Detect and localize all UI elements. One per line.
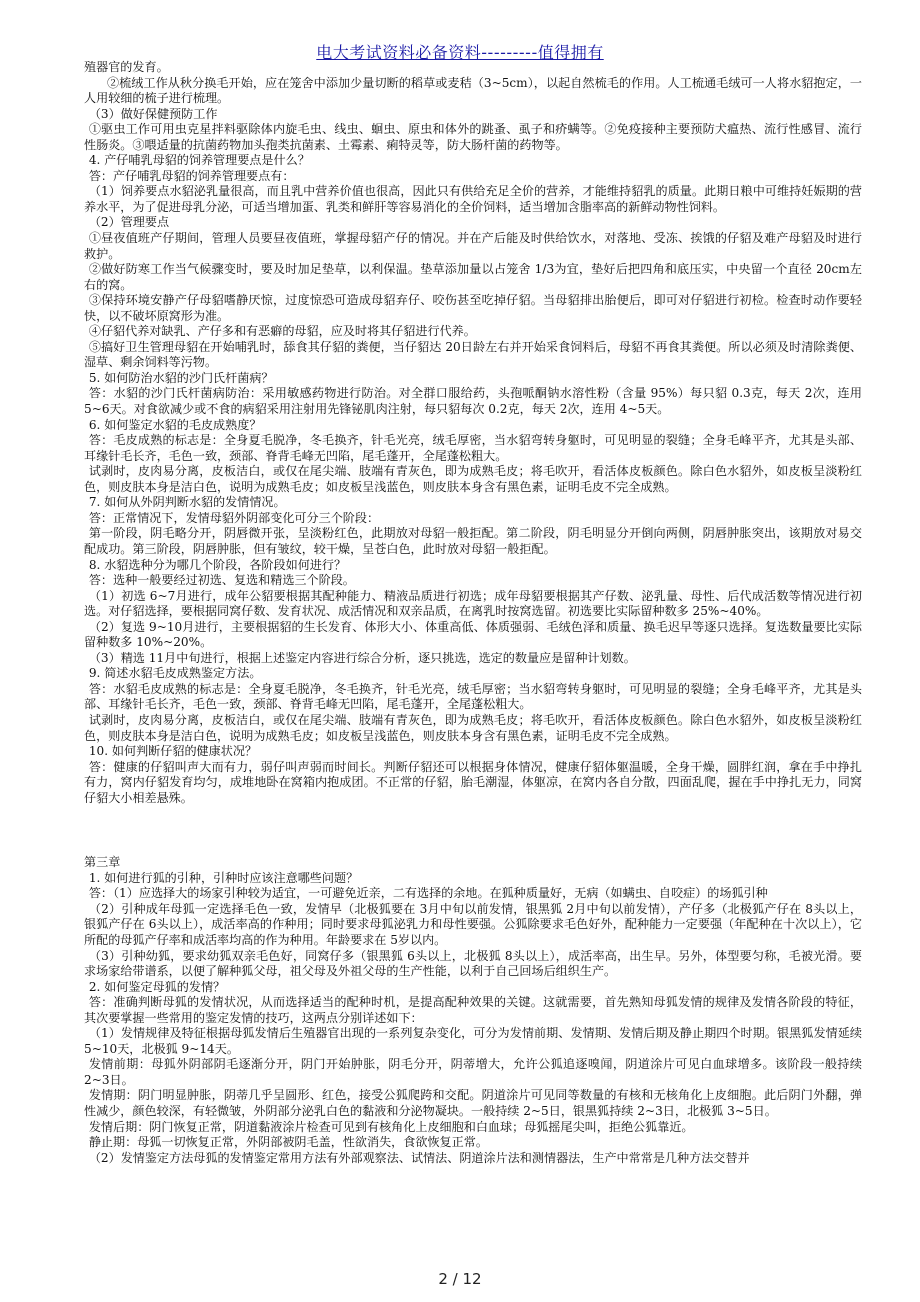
paragraph: 答：准确判断母狐的发情状况，从而选择适当的配种时机，是提高配种效果的关键。这就需要，首先熟知母狐发情的规律及发情各阶段的特征，其次要掌握一些常用的鉴定发情的技巧，这两点分别详述如下： [84,995,862,1025]
paragraph: 试剥时，皮肉易分离，皮板洁白，或仅在尾尖端、肢端有青灰色，即为成熟毛皮；将毛吹开，看活体皮板颜色。除白色水貂外，如皮板呈淡粉红色，则皮肤本身是洁白色，说明为成熟毛皮；如皮板呈浅蓝色，则皮肤本身含有黑色素，证明毛皮不完全成熟。 [84,712,862,743]
chapter-heading: 第三章 [84,855,121,870]
paragraph: 第一阶段，阴毛略分开，阴唇微开张，呈淡粉红色，此期放对母貂一般拒配。第二阶段，阴毛明显分开倒向两侧，阴唇肿胀突出，该期放对易交配成功。第三阶段，阴唇肿胀，但有皱纹，较干燥，呈苍白色，此时放对母貂一般拒配。 [84,526,862,556]
page-number: 2 / 12 [438,1270,482,1288]
paragraph: ②做好防寒工作当气候骤变时，要及时加足垫草，以利保温。垫草添加量以占笼舍 1/3为宜，垫好后把四角和底压实，中央留一个直径 20cm左右的窝。 [84,262,862,292]
paragraph: 答：水貂毛皮成熟的标志是：全身夏毛脱净，冬毛换齐，针毛光亮，绒毛厚密；当水貂弯转身躯时，可见明显的裂缝；全身毛峰平齐，尤其是头部、耳缘针毛长齐，毛色一致，颈部、脊背毛峰无凹陷，尾毛蓬开，全尾蓬松粗大。 [84,681,862,712]
paragraph: （1）饲养要点水貂泌乳量很高，而且乳中营养价值也很高，因此只有供给充足全价的营养，才能维持貂乳的质量。此期日粮中可维持妊娠期的营养水平，为了促进母乳分泌，可适当增加蛋、乳类和鲜肝等容易消化的全价饲料，适当增加含脂率高的新鲜动物性饲料。 [84,184,862,214]
paragraph: （3）精选 11月中旬进行，根据上述鉴定内容进行综合分析，逐只挑选，选定的数量应是留种计划数。 [88,650,636,665]
paragraph: （1）发情规律及特征根据母狐发情后生殖器官出现的一系列复杂变化，可分为发情前期、发情期、发情后期及静止期四个时期。银黑狐发情延续 5~10天，北极狐 9~14天。 [84,1026,862,1056]
question-heading: 8. 水貂选种分为哪几个阶段，各阶段如何进行？ [88,557,347,572]
paragraph: ①昼夜值班产仔期间，管理人员要昼夜值班，掌握母貂产仔的情况。并在产后能及时供给饮水，对落地、受冻、挨饿的仔貂及难产母貂及时进行救护。 [84,231,862,261]
answer-intro: 答：选种一般要经过初选、复选和精选三个阶段。 [88,573,355,588]
paragraph: 答：健康的仔貂叫声大而有力，弱仔叫声弱而时间长。判断仔貂还可以根据身体情况，健康仔貂体躯温暖，全身干燥，圆胖红润，拿在手中挣扎有力，窝内仔貂发育均匀，成堆地卧在窝箱内抱成团。不正常的仔貂，胎毛潮湿，体躯凉，在窝内各自分散，四面乱爬，握在手中挣扎无力，同窝仔貂大小相差悬殊。 [84,759,862,805]
paragraph: （1）初选 6~7月进行，成年公貂要根据其配种能力、精液品质进行初选；成年母貂要根据其产仔数、泌乳量、母性、后代成活数等情况进行初选。对仔貂选择，要根据同窝仔数、发育状况、成活情况和双亲品质，在离乳时按窝选留。初选要比实际留种数多 25%~40%。 [84,588,862,619]
question-heading: 9. 简述水貂毛皮成熟鉴定方法。 [88,666,262,681]
paragraph: （2）复选 9~10月进行，主要根据貂的生长发育、体形大小、体重高低、体质强弱、毛绒色泽和质量、换毛迟早等逐只选择。复选数量要比实际留种数多 10%~20%。 [84,619,862,650]
paragraph: （2）发情鉴定方法母狐的发情鉴定常用方法有外部观察法、试情法、阴道涂片法和测情器法，生产中常常是几种方法交替并 [88,1150,750,1165]
question-heading: 10. 如何判断仔貂的健康状况？ [88,744,258,759]
spacer [84,806,862,855]
paragraph: ①驱虫工作可用虫克星拌料驱除体内旋毛虫、线虫、蛔虫、原虫和体外的跳蚤、虱子和疥螨等。②免疫接种主要预防犬瘟热、流行性感冒、流行性肠炎。③喂适量的抗菌药物加头孢类抗菌素、土霉素、痢特灵等，防大肠杆菌的药物等。 [84,122,862,152]
paragraph: 试剥时，皮肉易分离，皮板洁白，或仅在尾尖端、肢端有青灰色，即为成熟毛皮；将毛吹开，看活体皮板颜色。除白色水貂外，如皮板呈淡粉红色，则皮肤本身是洁白色，说明为成熟毛皮；如皮板呈浅蓝色，则皮肤本身含有黑色素，证明毛皮不完全成熟。 [84,464,862,494]
paragraph: 答：（1）应选择大的场家引种较为适宜，一可避免近亲，二有选择的余地。在狐种质量好，无病（如螨虫、自咬症）的场狐引种 [88,886,768,901]
paragraph: （3）引种幼狐，要求幼狐双亲毛色好，同窝仔多（银黑狐 6头以上，北极狐 8头以上），成活率高，出生早。另外，体型要匀称，毛被光滑。要求场家给带谱系，以便了解种狐父母，祖父母及外祖父母的生产性能，以利于自己回场后组织生产。 [84,948,862,979]
paragraph: 静止期：母狐一切恢复正常，外阴部被阴毛盖，性欲消失，食欲恢复正常。 [88,1135,488,1150]
question-heading: 1. 如何进行狐的引种，引种时应该注意哪些问题？ [88,870,359,885]
paragraph: 发情前期：母狐外阴部阴毛逐渐分开，阴门开始肿胀，阴毛分开，阴蒂增大，允许公狐追逐嗅闻，阴道涂片可见白血球增多。该阶段一般持续 2~3日。 [84,1057,862,1087]
question-heading: 5. 如何防治水貂的沙门氏杆菌病？ [88,370,274,385]
paragraph: ②梳绒工作从秋分换毛开始，应在笼舍中添加少量切断的稻草或麦秸（3~5cm），以起自然梳毛的作用。人工梳通毛绒可一人将水貂抱定，一人用较细的梳子进行梳理。 [84,75,862,106]
paragraph: 答：毛皮成熟的标志是：全身夏毛脱净，冬毛换齐，针毛光亮，绒毛厚密，当水貂弯转身躯时，可见明显的裂缝；全身毛峰平齐，尤其是头部、耳缘针毛长齐，毛色一致，颈部、脊背毛峰无凹陷，尾毛蓬开，全尾蓬松粗大。 [84,433,862,463]
document-body [84,60,862,1166]
paragraph: ③保持环境安静产仔母貂嗜静厌惊，过度惊恐可造成母貂弃仔、咬伤甚至吃掉仔貂。当母貂排出胎便后，即可对仔貂进行初检。检查时动作要轻快，以不破坏原窝形为准。 [84,293,862,323]
paragraph: 答：水貂的沙门氏杆菌病防治：采用敏感药物进行防治。对全群口服给药，头孢哌酮钠水溶性粉（含量 95%）每只貂 0.3克，每天 2次，连用 5~6天。对食欲减少或不食的病貂采用注射用先锋铋肌肉注射，每只貂每次 0.2克，每天 2次，连用 4~5天。 [84,386,862,417]
question-heading: 2. 如何鉴定母狐的发情？ [88,979,226,994]
paragraph: 殖器官的发育。 [84,60,169,74]
question-heading: 6. 如何鉴定水貂的毛皮成熟度？ [88,417,262,432]
section-heading: （2）管理要点 [88,215,170,230]
answer-intro: 答：产仔哺乳母貂的饲养管理要点有： [88,168,295,183]
question-heading: 7. 如何从外阴判断水貂的发情情况。 [88,495,286,510]
page-header[interactable]: 电大考试资料必备资料---------值得拥有 [316,43,604,62]
paragraph: ④仔貂代养对缺乳、产仔多和有恶癖的母貂，应及时将其仔貂进行代养。 [88,324,476,339]
paragraph: （2）引种成年母狐一定选择毛色一致，发情早（北极狐要在 3月中旬以前发情，银黑狐 2月中旬以前发情），产仔多（北极狐产仔在 8头以上，银狐产仔在 6头以上），成活率高的作种用；同时要求母狐泌乳力和母性要强。公狐除要求毛色好外，配种能力一定要强（年配种在十次以上），它所配的母狐产仔率和成活率均高的作为种用。年龄要求在 5岁以内。 [84,901,862,947]
answer-intro: 答：正常情况下，发情母貂外阴部变化可分三个阶段： [88,510,380,525]
paragraph: 发情期：阴门明显肿胀，阴蒂几乎呈圆形、红色，接受公狐爬跨和交配。阴道涂片可见同等数量的有核和无核角化上皮细胞。此后阴门外翻，弹性减少，颜色较深，有轻微皱，外阴部分泌乳白色的黏液和分泌物凝块。一般持续 2~5日，银黑狐持续 2~3日，北极狐 3~5日。 [84,1088,862,1118]
question-heading: 4. 产仔哺乳母貂的饲养管理要点是什么？ [88,153,310,168]
section-heading: （3）做好保健预防工作 [88,106,218,121]
paragraph: 发情后期：阴门恢复正常，阴道黏液涂片检查可见到有核角化上皮细胞和白血球；母狐摇尾尖叫，拒绝公狐靠近。 [88,1119,694,1134]
paragraph: ⑤搞好卫生管理母貂在开始哺乳时，舔食其仔貂的粪便，当仔貂达 20日龄左右并开始采食饲料后，母貂不再食其粪便。所以必须及时清除粪便、湿草、剩余饲料等污物。 [84,339,862,370]
